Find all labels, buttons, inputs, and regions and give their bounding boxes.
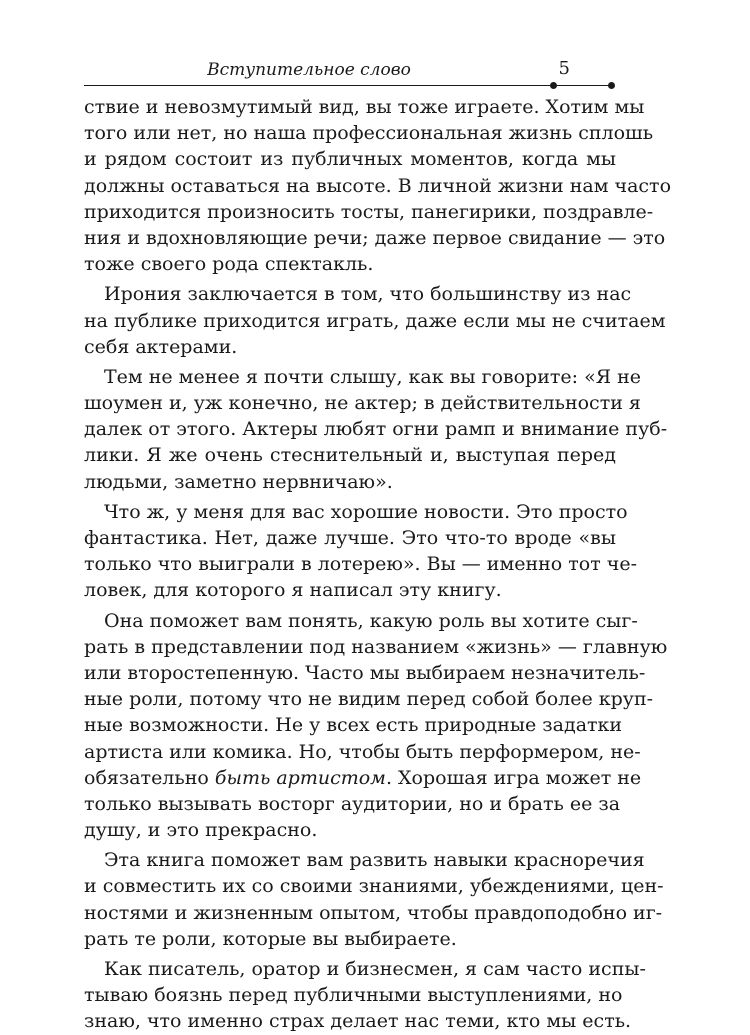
text-line: или второстепенную. Часто мы выбираем незначитель- (84, 661, 646, 684)
paragraph-5 (84, 608, 668, 844)
text-line: рать в представлении под названием «жизнь» — главную (84, 635, 668, 658)
text-line: людьми, заметно нервничаю». (84, 470, 393, 493)
paragraph-1 (84, 94, 672, 277)
text-line: лики. Я же очень стеснительный и, выступая перед (84, 444, 616, 467)
text-line: ствие и невозмутимый вид, вы тоже играете. Хотим мы (84, 96, 645, 118)
text-line-with-emphasis (84, 765, 642, 791)
text-line: ния и вдохновляющие речи; даже первое свидание — это (84, 226, 666, 249)
text-line: Тем не менее я почти слышу, как вы говорите: «Я не (104, 365, 642, 388)
text-line: ностями и жизненным опытом, чтобы правдоподобно иг- (84, 901, 663, 924)
text-line: только вызывать восторг аудитории, но и брать ее за (84, 792, 621, 815)
text-line: фантастика. Нет, даже лучше. Это что-то вроде «вы (84, 527, 616, 549)
text-line: Как писатель, оратор и бизнесмен, я сам часто испы- (104, 958, 646, 980)
running-header (84, 58, 614, 88)
text-line: знаю, что именно страх делает нас теми, кто мы есть. (84, 1010, 632, 1033)
text-line: рать те роли, которые вы выбираете. (84, 927, 457, 950)
text-line: душу, и это прекрасно. (84, 819, 318, 842)
text-line: ловек, для которого я написал эту книгу. (84, 579, 502, 602)
text-line: себя актерами. (84, 335, 238, 358)
emphasis-text: быть артистом (214, 766, 386, 789)
text-line: ные роли, потому что не видим перед собой более круп- (84, 688, 654, 711)
text-line: шоумен и, уж конечно, не актер; в действительности я (84, 392, 641, 415)
header-rule-dot-left (550, 82, 557, 89)
text-line: ные возможности. Не у всех есть природные задатки (84, 714, 623, 737)
text-line: далек от этого. Актеры любят огни рамп и внимание пуб- (84, 418, 668, 441)
paragraph-4 (84, 499, 638, 604)
text-line: Она поможет вам понять, какую роль вы хотите сыг- (104, 609, 638, 632)
paragraph-7 (84, 956, 646, 1035)
text-line: и рядом состоит из публичных моментов, когда мы (84, 148, 616, 171)
text-line: Ирония заключается в том, что большинству из нас (104, 283, 632, 306)
header-rule-dot-right (608, 82, 615, 89)
header-rule (84, 85, 614, 86)
paragraph-6 (84, 847, 664, 952)
running-title: Вступительное слово (207, 60, 411, 80)
page-number: 5 (558, 58, 570, 79)
paragraph-3 (84, 364, 668, 495)
text-line: приходится произносить тосты, панегирики, поздравле- (84, 200, 654, 223)
text-line: артиста или комика. Но, чтобы быть перформером, не- (84, 740, 641, 763)
text-line: должны оставаться на высоте. В личной жизни нам часто (84, 174, 672, 197)
text-line: того или нет, но наша профессиональная жизнь сплошь (84, 122, 654, 145)
body-text (84, 94, 672, 1035)
text-line: Что ж, у меня для вас хорошие новости. Это просто (104, 500, 628, 523)
text-line: тоже своего рода спектакль. (84, 253, 374, 276)
text-line: только что выиграли в лотерею». Вы — именно тот че- (84, 553, 638, 576)
paragraph-2 (84, 281, 666, 360)
text-fragment: обязательно (84, 766, 215, 789)
text-line: Эта книга поможет вам развить навыки красноречия (104, 849, 645, 872)
text-line: на публике приходится играть, даже если мы не считаем (84, 309, 666, 332)
text-fragment: . Хорошая игра может не (385, 766, 642, 789)
text-line: тываю боязнь перед публичными выступлениями, но (84, 984, 623, 1007)
text-line: и совместить их со своими знаниями, убеждениями, цен- (84, 875, 664, 898)
